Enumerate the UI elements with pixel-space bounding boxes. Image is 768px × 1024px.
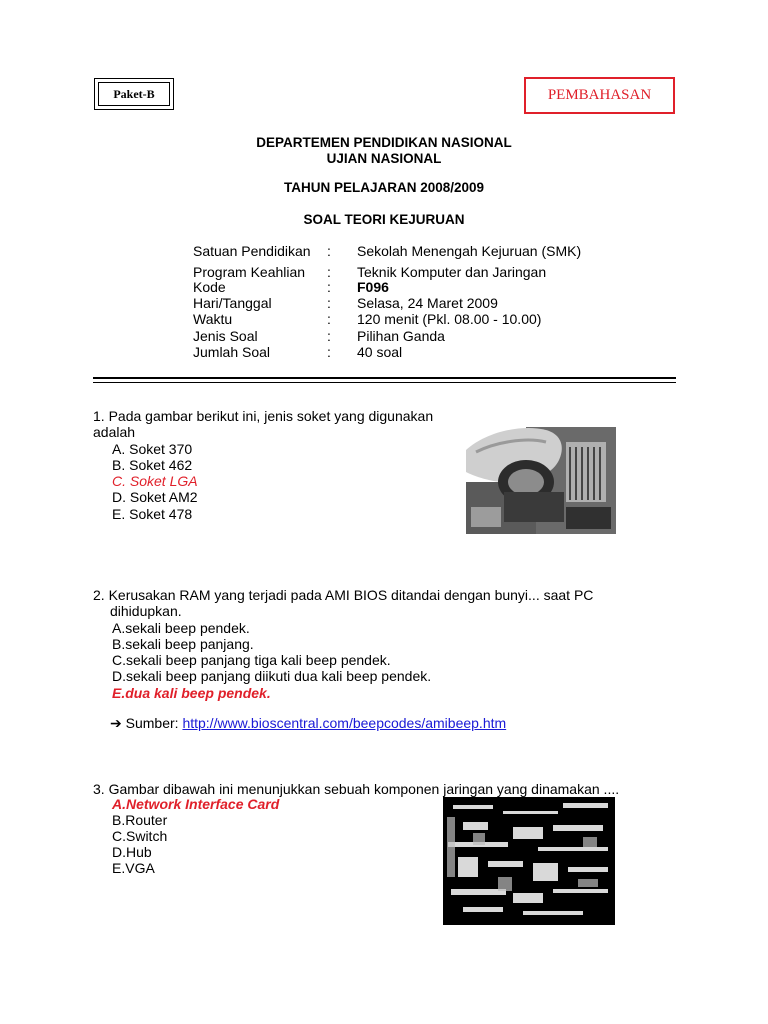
option-letter: D. (112, 668, 126, 684)
question-1-option-b: B. Soket 462 (112, 457, 193, 473)
info-colon: : (327, 311, 331, 327)
option-text: sekali beep pendek. (125, 620, 250, 636)
divider-thin (93, 382, 676, 383)
option-text: Hub (126, 844, 152, 860)
info-label: Waktu (193, 311, 233, 327)
question-1-option-a: A. Soket 370 (112, 441, 193, 457)
question-1-option-d: D. Soket AM2 (112, 489, 198, 505)
question-3-text: 3. Gambar dibawah ini menunjukkan sebuah komponen jaringan yang dinamakan .... (93, 781, 620, 797)
option-text: sekali beep panjang. (125, 636, 254, 652)
question-1-option-e: E. Soket 478 (112, 506, 193, 522)
paket-label: Paket-B (98, 82, 170, 106)
option-text: sekali beep panjang diikuti dua kali beep pendek. (126, 668, 432, 684)
info-value-kode: F096 (357, 279, 389, 295)
question-1-text: 1. Pada gambar berikut ini, jenis soket yang digunakan (93, 408, 434, 424)
question-2-option-b (112, 636, 254, 652)
question-2-source (110, 715, 506, 731)
question-1-text-cont: adalah (93, 424, 136, 440)
cpu-socket-photo (466, 422, 616, 534)
option-letter: E. (112, 685, 126, 701)
info-colon: : (327, 328, 331, 344)
info-value: Teknik Komputer dan Jaringan (357, 264, 547, 280)
question-2-text: 2. Kerusakan RAM yang terjadi pada AMI BIOS ditandai dengan bunyi... saat PC (93, 587, 594, 603)
question-3-option-d (112, 844, 152, 860)
header-exam: UJIAN NASIONAL (326, 151, 442, 166)
info-label: Kode (193, 279, 226, 295)
header-department: DEPARTEMEN PENDIDIKAN NASIONAL (256, 135, 512, 150)
info-colon: : (327, 243, 331, 259)
option-text: sekali beep panjang tiga kali beep pendek. (126, 652, 391, 668)
question-2-text-cont: dihidupkan. (110, 603, 182, 619)
option-letter: B. (112, 636, 126, 652)
paket-badge (94, 78, 174, 110)
option-letter: A. (112, 796, 126, 812)
question-3-option-b (112, 812, 167, 828)
info-colon: : (327, 279, 331, 295)
option-letter: A. (112, 620, 126, 636)
info-label: Hari/Tanggal (193, 295, 272, 311)
option-text: Network Interface Card (126, 796, 280, 812)
option-text: dua kali beep pendek. (125, 685, 271, 701)
option-letter: E. (112, 860, 126, 876)
info-colon: : (327, 344, 331, 360)
arrow-icon: ➔ (110, 715, 122, 731)
pembahasan-badge: PEMBAHASAN (524, 77, 675, 114)
info-value: 120 menit (Pkl. 08.00 - 10.00) (357, 311, 542, 327)
info-label: Jenis Soal (193, 328, 258, 344)
option-text: Router (125, 812, 168, 828)
network-card-photo (443, 797, 615, 925)
option-text: Switch (126, 828, 168, 844)
question-2-option-e-answer (112, 685, 271, 701)
info-value: Selasa, 24 Maret 2009 (357, 295, 498, 311)
question-2-option-c (112, 652, 391, 668)
question-2-option-a (112, 620, 250, 636)
option-letter: C. (112, 828, 126, 844)
question-3-option-c (112, 828, 167, 844)
info-label: Satuan Pendidikan (193, 243, 311, 259)
option-text: VGA (125, 860, 155, 876)
info-value: 40 soal (357, 344, 403, 360)
divider-thick (93, 377, 676, 379)
question-2-option-d (112, 668, 431, 684)
question-3-option-a-answer (112, 796, 279, 812)
info-colon: : (327, 295, 331, 311)
question-1-option-c-answer: C. Soket LGA (112, 473, 198, 489)
info-label: Program Keahlian (193, 264, 306, 280)
header-subject: SOAL TEORI KEJURUAN (303, 212, 465, 227)
source-label: Sumber: (125, 715, 179, 731)
source-link[interactable]: http://www.bioscentral.com/beepcodes/amibeep.htm (182, 715, 507, 731)
info-label: Jumlah Soal (193, 344, 271, 360)
option-letter: D. (112, 844, 126, 860)
info-value: Pilihan Ganda (357, 328, 445, 344)
option-letter: B. (112, 812, 126, 828)
question-3-option-e (112, 860, 155, 876)
header-year: TAHUN PELAJARAN 2008/2009 (283, 180, 485, 195)
info-colon: : (327, 264, 331, 280)
info-value: Sekolah Menengah Kejuruan (SMK) (357, 243, 582, 259)
option-letter: C. (112, 652, 126, 668)
